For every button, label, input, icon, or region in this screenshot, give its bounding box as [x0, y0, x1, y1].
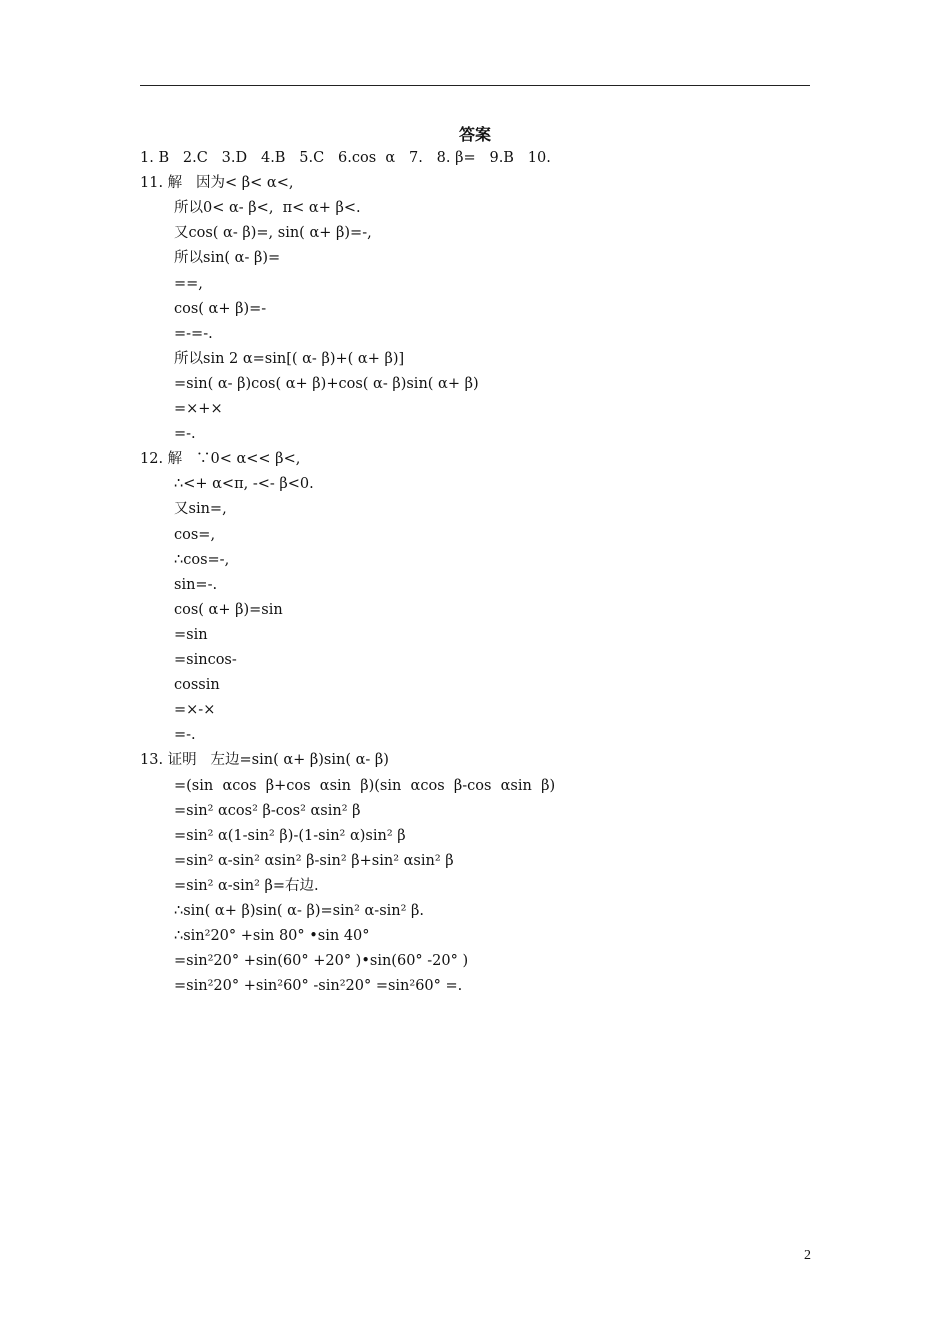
text-line: cossin	[174, 677, 220, 694]
text-line: =sin² α(1-sin² β)-(1-sin² α)sin² β	[174, 827, 406, 844]
text-line: ∴sin( α+ β)sin( α- β)=sin² α-sin² β.	[174, 903, 425, 919]
text-line: 又sin=,	[174, 501, 227, 518]
page-number: 2	[804, 1248, 811, 1263]
text-line: 所以0< α- β<, π< α+ β<.	[174, 200, 361, 217]
text-line: =sincos-	[174, 652, 237, 668]
text-line: =-.	[174, 426, 196, 443]
header-rule	[140, 85, 810, 86]
text-line: =sin( α- β)cos( α+ β)+cos( α- β)sin( α+ β)	[174, 375, 479, 392]
text-line: 13. 证明 左边=sin( α+ β)sin( α- β)	[140, 752, 389, 769]
text-line: =-.	[174, 727, 196, 744]
text-line: ==,	[174, 275, 203, 292]
text-line: =sin²20° +sin²60° -sin²20° =sin²60° =.	[174, 978, 463, 995]
text-line: =(sin αcos β+cos αsin β)(sin αcos β-cos αsin β)	[174, 777, 556, 794]
text-line: 11. 解 因为< β< α<,	[140, 175, 294, 192]
text-line: cos=,	[174, 526, 216, 543]
text-line: ∴sin²20° +sin 80° •sin 40°	[174, 928, 370, 945]
text-line: 所以sin( α- β)=	[174, 250, 281, 267]
text-line: =sin²20° +sin(60° +20° )•sin(60° -20° )	[174, 953, 469, 970]
text-line: 所以sin 2 α=sin[( α- β)+( α+ β)]	[174, 350, 405, 367]
text-line: =×-×	[174, 702, 216, 719]
text-line: =sin² αcos² β-cos² αsin² β	[174, 802, 361, 819]
text-line: =×+×	[174, 401, 223, 417]
text-line: =-=-.	[174, 325, 213, 342]
text-line: =sin² α-sin² αsin² β-sin² β+sin² αsin² β	[174, 852, 454, 869]
text-line: cos( α+ β)=-	[174, 300, 267, 317]
text-line: =sin² α-sin² β=右边.	[174, 877, 319, 894]
text-line: 又cos( α- β)=, sin( α+ β)=-,	[174, 225, 372, 242]
text-line: ∴<+ α<π, -<- β<0.	[174, 476, 314, 493]
text-line: cos( α+ β)=sin	[174, 601, 283, 618]
text-line: sin=-.	[174, 576, 218, 593]
text-line: 1. B 2.C 3.D 4.B 5.C 6.cos α 7. 8. β= 9.B 10.	[140, 150, 551, 166]
section-title: 答案	[458, 125, 491, 144]
text-line: =sin	[174, 626, 208, 643]
text-line: ∴cos=-,	[174, 551, 230, 568]
text-line: 12. 解 ∵0< α<< β<,	[140, 451, 301, 468]
